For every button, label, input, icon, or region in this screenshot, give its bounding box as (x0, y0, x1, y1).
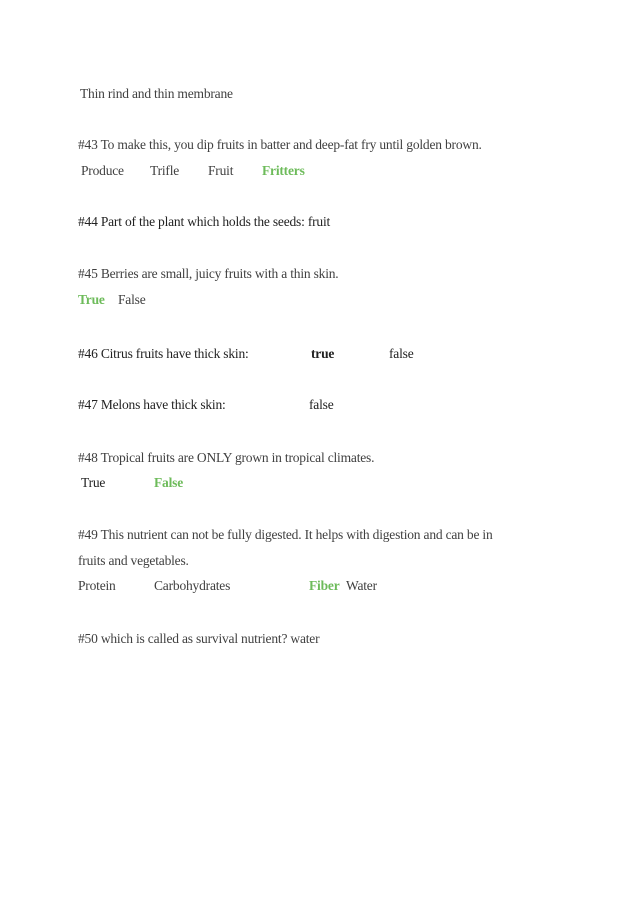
option-protein: Protein (78, 578, 116, 593)
option-false: False (118, 292, 146, 307)
option-false: false (389, 346, 414, 361)
question-49-line-1: #49 This nutrient can not be fully digested. It helps with digestion and can be in (78, 527, 493, 542)
question-48: #48 Tropical fruits are ONLY grown in tropical climates. (78, 450, 375, 465)
option-fruit: Fruit (208, 163, 234, 178)
option-false-answer: False (154, 475, 183, 490)
question-46-row (78, 346, 498, 362)
option-water: Water (346, 578, 377, 593)
question-43: #43 To make this, you dip fruits in batter and deep-fat fry until golden brown. (78, 137, 482, 152)
text-line: Thin rind and thin membrane (80, 86, 233, 101)
option-fiber-answer: Fiber (309, 578, 340, 593)
question-50: #50 which is called as survival nutrient? water (78, 631, 320, 646)
option-true-answer: True (78, 292, 105, 307)
question-43-options (78, 163, 578, 179)
option-produce: Produce (81, 163, 124, 178)
option-true-answer: true (311, 346, 335, 361)
option-fritters-answer: Fritters (262, 163, 305, 178)
question-45: #45 Berries are small, juicy fruits with a thin skin. (78, 266, 339, 281)
question-44: #44 Part of the plant which holds the seeds: fruit (78, 214, 331, 229)
question-49-line-2: fruits and vegetables. (78, 553, 189, 568)
question-46: #46 Citrus fruits have thick skin: (78, 346, 249, 361)
answer-false: false (309, 397, 334, 412)
option-trifle: Trifle (150, 163, 180, 178)
question-48-options (78, 475, 278, 491)
question-47: #47 Melons have thick skin: (78, 397, 226, 412)
question-49-options (78, 578, 478, 594)
question-45-options (78, 292, 278, 308)
question-47-row (78, 397, 378, 413)
option-true: True (81, 475, 106, 490)
option-carbohydrates: Carbohydrates (154, 578, 231, 593)
